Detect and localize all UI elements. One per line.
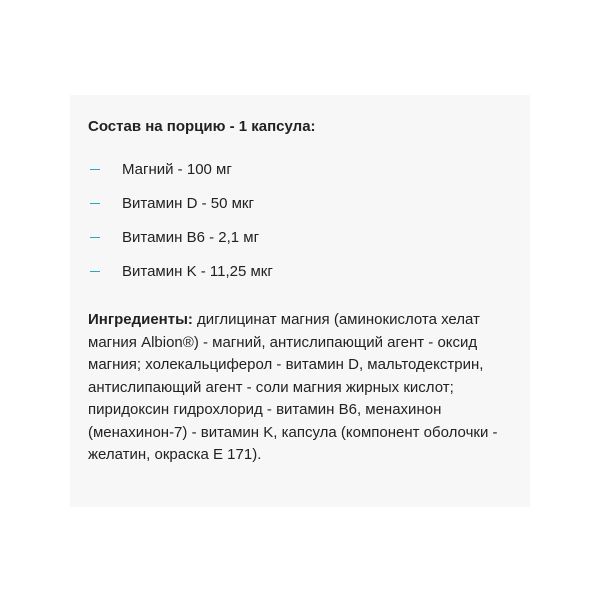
dash-bullet-icon (90, 203, 100, 204)
nutrient-item-magnesium (88, 159, 512, 179)
composition-heading: Состав на порцию - 1 капсула: (88, 118, 316, 135)
ingredients-text: диглицинат магния (аминокислота хелат магния Albion®) - магний, антислипающий агент - оксид магния; холекальциферол - витамин D, мальтодекстрин, антислипающий агент - соли магния жирных кислот; пиридоксин гидрохлорид - витамин B6, менахинон (менахинон-7) - витамин K, капсула (компонент оболочки - желатин, окраска E 171). (88, 311, 498, 463)
dash-bullet-icon (90, 169, 100, 170)
nutrient-item-label: Магний - 100 мг (122, 160, 232, 178)
composition-panel (70, 95, 530, 507)
nutrient-item-label: Витамин K - 11,25 мкг (122, 262, 273, 280)
nutrient-item-label: Витамин B6 - 2,1 мг (122, 228, 260, 246)
ingredients-label: Ингредиенты: (88, 311, 193, 328)
nutrient-item-label: Витамин D - 50 мкг (122, 194, 254, 212)
nutrient-item-vitamin-k (88, 261, 512, 281)
dash-bullet-icon (90, 237, 100, 238)
nutrient-item-vitamin-d (88, 193, 512, 213)
nutrient-list (88, 159, 512, 281)
nutrient-item-vitamin-b6 (88, 227, 512, 247)
ingredients-paragraph (88, 309, 498, 467)
dash-bullet-icon (90, 271, 100, 272)
